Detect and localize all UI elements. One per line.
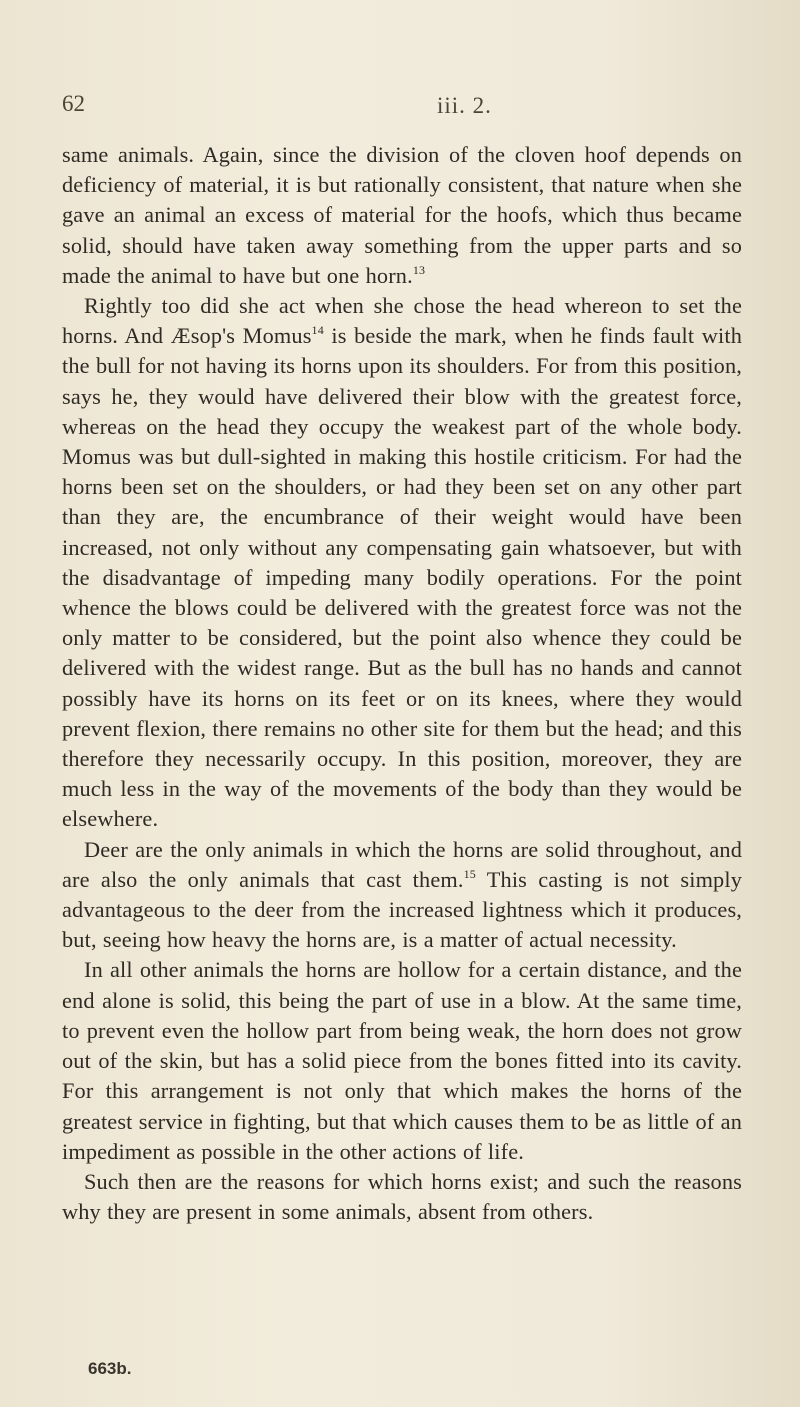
footnote-marker-15: 15 <box>463 866 476 881</box>
paragraph-1 <box>62 140 742 291</box>
bekker-reference: 663b. <box>88 1359 132 1378</box>
body-text <box>62 140 742 1227</box>
paragraph-4: In all other animals the horns are hollow for a certain distance, and the end alone is solid, this being the part of use in a blow. At the same time, to prevent even the hollow part from being weak, the horn does not grow out of the skin, but has a solid piece from the bones fitted into its cavity. For this arrangement is not only that which makes the horns of the greatest service in fighting, but that which causes them to be as little of an impediment as possible in the other actions of life. <box>62 957 742 1164</box>
footnote-marker-14: 14 <box>311 323 324 338</box>
paragraph-1-text: same animals. Again, since the division of the cloven hoof depends on deficiency of material, it is but rationally consistent, that nature when she gave an animal an excess of material for the hoofs, which thus became solid, should have taken away something from the upper parts and so made the animal to have but one horn. <box>62 142 742 288</box>
paragraph-3-text-b: This casting is not simply advantageous to the deer from the increased lightness which it produces, but, seeing how heavy the horns are, is a matter of actual necessity. <box>62 866 742 953</box>
footnote-marker-13: 13 <box>412 262 426 277</box>
paragraph-3 <box>62 835 742 956</box>
paragraph-2 <box>62 291 742 835</box>
paragraph-3-text-a: Deer are the only animals in which the horns are solid throughout, and are also the only animals that cast them. <box>62 836 742 892</box>
section-reference: iii. 2. <box>437 93 492 118</box>
paragraph-2-text-b: is beside the mark, when he finds fault with the bull for not having its horns upon its shoulders. For from this position, says he, they would have delivered their blow with the greatest force, whereas on the head they occupy the weakest part of the whole body. Momus was but dull-sighted in making this hostile criticism. For had the horns been set on the shoulders, or had they been set on any other part than they are, the encumbrance of their weight would have been increased, not only without any compensating gain whatsoever, but with the disadvantage of impeding many bodily operations. For the point whence the blows could be delivered with the greatest force was not the only matter to be considered, but the point also whence they could be delivered with the widest range. But as the bull has no hands and cannot possibly have its horns on its feet or on its knees, where they would prevent flexion, there remains no other site for them but the head; and this therefore they necessarily occupy. In this position, moreover, they are much less in the way of the movements of the body than they would be elsewhere. <box>62 323 742 832</box>
paragraph-2-text-a: Rightly too did she act when she chose the head whereon to set the horns. And Æsop's Momus <box>62 293 742 349</box>
page-number: 62 <box>62 91 85 116</box>
paragraph-5: Such then are the reasons for which horns exist; and such the reasons why they are present in some animals, absent from others. <box>62 1168 742 1225</box>
running-head <box>62 86 742 122</box>
